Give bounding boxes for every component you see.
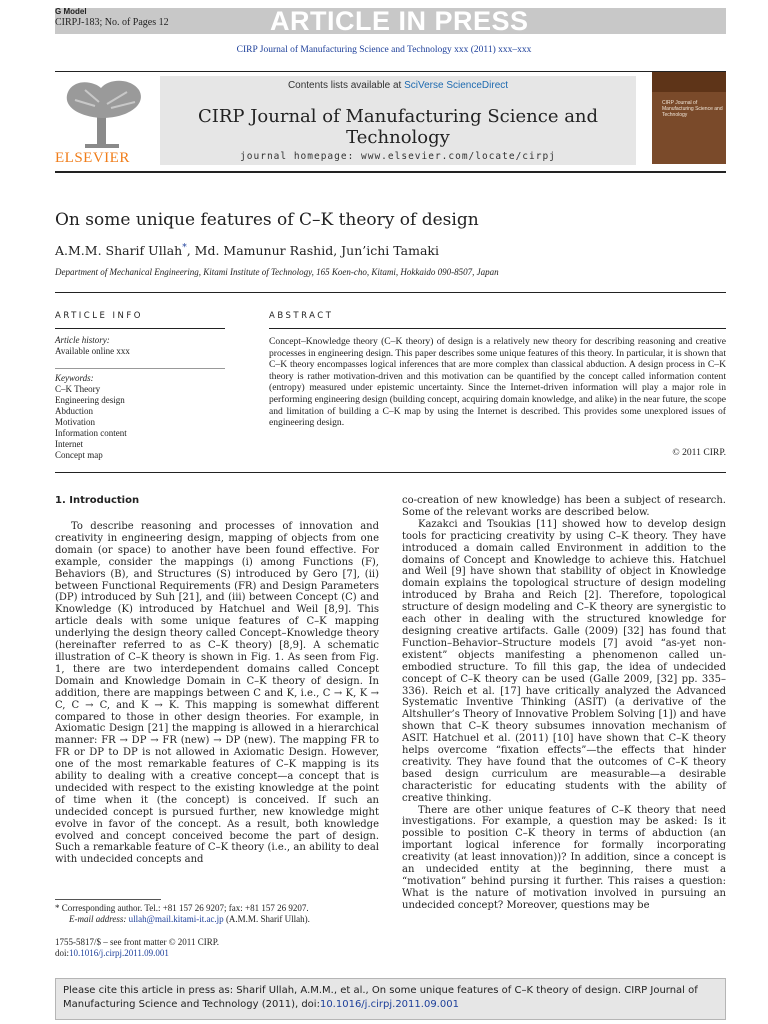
affiliation-rule: [55, 292, 726, 293]
header-bottom-rule: [55, 171, 726, 173]
journal-homepage[interactable]: journal homepage: www.elsevier.com/locate/cirpj: [240, 151, 556, 162]
contents-line: [160, 80, 636, 91]
email-link[interactable]: ullah@mail.kitami-it.ac.jp: [128, 914, 224, 924]
history-value: Available online xxx: [55, 346, 130, 356]
keyword-item: Abduction: [55, 406, 93, 416]
journal-citation-line[interactable]: CIRP Journal of Manufacturing Science and Technology xxx (2011) xxx–xxx: [236, 45, 532, 55]
doi-label: doi:: [55, 948, 70, 958]
intro-paragraph-3: There are other unique features of C–K theory that need investigations. For example, a question may be asked: Is it possible to position C–K theory in terms of abduction (an important logical inference for formally incorporating creativity (at least innovation))? In addition, since a concept is an undecided entity at the beginning, there must a “motivation” behind pursing it further. This raises a question: What is the nature of motivation involved in pursuing an undecided concept? Moreover, questions may be: [402, 804, 726, 911]
article-reference: CIRPJ-183; No. of Pages 12: [55, 17, 169, 28]
cite-text: [63, 984, 718, 1012]
g-model-label: G Model: [55, 7, 87, 16]
history-rule: [55, 368, 225, 369]
keyword-item: Information content: [55, 428, 127, 438]
intro-paragraph-continued: co-creation of new knowledge) has been a subject of research. Some of the relevant works are described below.: [402, 495, 726, 518]
footnote-rule: [55, 899, 161, 900]
keywords-block: [55, 373, 225, 461]
keyword-item: Internet: [55, 439, 83, 449]
abstract-rule: [269, 328, 726, 329]
footnote-corresponding-text: Corresponding author. Tel.: +81 157 26 9207; fax: +81 157 26 9207.: [61, 903, 309, 913]
cover-band: [652, 72, 726, 92]
journal-title: CIRP Journal of Manufacturing Science and Technology: [197, 106, 599, 148]
keyword-item: Engineering design: [55, 395, 125, 405]
footnote-star: *: [55, 903, 60, 913]
contents-prefix: Contents lists available at: [287, 80, 405, 91]
cite-body: Please cite this article in press as: Sharif Ullah, A.M.M., et al., On some unique features of C–K theory of design. CIRP Journal of Manufacturing Science and Technology (2011), doi:: [63, 985, 698, 1010]
history-label: Article history:: [55, 335, 110, 345]
article-info-heading: ARTICLE INFO: [55, 311, 143, 321]
journal-cover-thumbnail: [652, 72, 726, 164]
left-column: [55, 521, 379, 866]
right-column: [402, 495, 726, 912]
cover-title: CIRP Journal of Manufacturing Science and Technology: [662, 100, 723, 118]
corresponding-author-mark[interactable]: *: [182, 243, 187, 253]
keyword-item: Motivation: [55, 417, 95, 427]
issn-doi-block: [55, 937, 219, 959]
email-label: E-mail address:: [69, 914, 129, 924]
doi-link[interactable]: 10.1016/j.cirpj.2011.09.001: [69, 948, 169, 958]
keywords-label: Keywords:: [55, 373, 94, 383]
keyword-item: C–K Theory: [55, 384, 101, 394]
article-title: On some unique features of C–K theory of design: [55, 210, 479, 230]
issn-line: 1755-5817/$ – see front matter © 2011 CIRP.: [55, 937, 219, 947]
first-author: A.M.M. Sharif Ullah: [55, 243, 183, 259]
sciencedirect-link[interactable]: SciVerse ScienceDirect: [404, 80, 509, 91]
abstract-heading: ABSTRACT: [269, 311, 334, 321]
article-info-rule: [55, 328, 225, 329]
elsevier-wordmark: ELSEVIER: [55, 150, 130, 166]
cite-doi-link[interactable]: 10.1016/j.cirpj.2011.09.001: [319, 999, 459, 1010]
footnote-corresponding: [55, 903, 385, 925]
intro-paragraph-1: To describe reasoning and processes of innovation and creativity in engineering design, mapping of objects from one domain (or space) to another have been found effective. For example, consider the mappings (i) among Functions (F), Behaviors (B), and Structures (S) introduced by Gero [7], (ii) between Functional Requirements (FR) and Design Parameters (DP) introduced by Suh [21], and (iii) between Concept (C) and Knowledge (K) introduced by Hatchuel and Weil [8,9]. This article deals with some unique features of C–K mapping underlying the design theory called Concept–Knowledge theory (hereinafter referred to as C–K theory) [8,9]. A schematic illustration of C–K theory is shown in Fig. 1. As seen from Fig. 1, there are two interdependent domains called Concept Domain and Knowledge Domain in C–K theory of design. In addition, there are mappings between C and K, i.e., C → K, K → C, C → C, and K → K. This mapping is somewhat different compared to those in other design theories. For example, in Axiomatic Design [21] the mapping is allowed in a hierarchical manner: FR → DP → FR (new) → DP (new). The mapping FR to FR or DP to DP is not allowed in Axiomatic Design. However, one of the most remarkable features of C–K mapping is its ability to dealing with a creative concept—a concept that is undecided with respect to the existing knowledge at the point of time when it (the concept) is conceived. If such an undecided concept is pursued further, new knowledge might evolve in favor of the concept. As a result, both knowledge evolved and concept conceived become the part of design. Such a remarkable feature of C–K theory (i.e., an ability to deal with undecided concepts and: [55, 521, 379, 866]
author-list: [55, 243, 439, 258]
keyword-item: Concept map: [55, 450, 103, 460]
abstract-copyright: © 2011 CIRP.: [672, 447, 726, 458]
abstract-bottom-rule: [55, 472, 726, 473]
article-history: [55, 335, 225, 357]
abstract-text: Concept–Knowledge theory (C–K theory) of design is a relatively new theory for describing reasoning and creative processes in engineering design. This paper describes some unique features of this theory. In particular, it is shown that C–K theory encompasses logical inferences that are more complex than classical abduction. A design process in C–K theory is rather motivation-driven and this motivation can be quantified by the concept called information content (entropy) measured under epistemic uncertainty. Since the Internet-driven information will play a major role in performing engineering design (building concept, acquiring domain knowledge, and alike) in the near future, the scope and limitation of building a C–K map by using the Internet is described. This provides some unexplored issues of engineering design.: [269, 336, 726, 429]
email-suffix: (A.M.M. Sharif Ullah).: [223, 914, 310, 924]
affiliation: Department of Mechanical Engineering, Kitami Institute of Technology, 165 Koen-cho, Kitami, Hokkaido 090-8507, Japan: [55, 267, 499, 277]
intro-paragraph-2: Kazakci and Tsoukias [11] showed how to develop design tools for practicing creativity by using C–K theory. They have introduced a domain called Environment in addition to the domains of Concept and Knowledge to achieve this. Hatchuel and Weil [9] have shown that stability of object in Knowledge domain explains the topological structure of design modeling introduced by Braha and Reich [2]. Therefore, topological structure of design modeling and C–K theory are synergistic to each other in dealing with the structured knowledge for designing creative artifacts. Galle (2009) [32] has found that Function–Behavior–Structure models [7] avoid “as-yet non-existent” objects manifesting a phenomenon called un-embodied structure. To fill this gap, the idea of undecided concept of C–K theory can be used (Galle 2009, [32] pp. 335–336). Reich et al. [17] have critically analyzed the Advanced Systematic Inventive Thinking (ASIT) (a derivative of the Altshuller’s Theory of Innovative Problem Solving [1]) and have shown that C–K theory subsumes innovation mechanism of ASIT. Hatchuel et al. (2011) [10] have shown that C–K theory helps overcome “fixation effects”—the effects that hinder creativity. They have found that the outcomes of C–K theory based design curriculum are measurable—a desirable characteristic for educating students with the ability of creative thinking.: [402, 518, 726, 804]
section-heading-introduction: 1. Introduction: [55, 495, 140, 506]
header-top-rule: [55, 71, 726, 72]
article-in-press-text: ARTICLE IN PRESS: [270, 6, 529, 36]
other-authors: , Md. Mamunur Rashid, Jun’ichi Tamaki: [186, 243, 439, 259]
